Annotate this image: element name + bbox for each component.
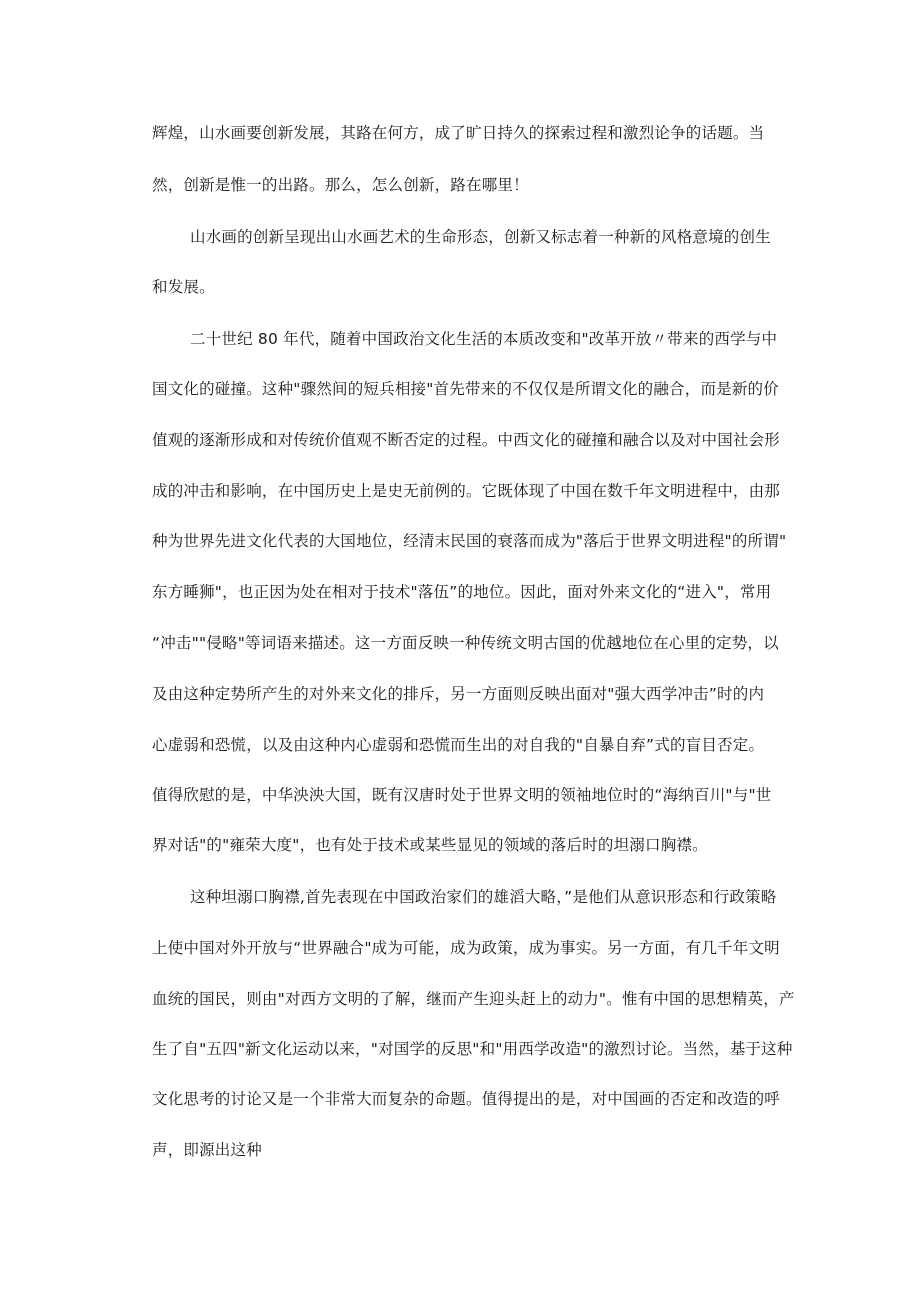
text-line: 辉煌，山水画要创新发展，其路在何方，成了旷日持久的探索过程和激烈论争的话题。当	[152, 124, 765, 142]
text-line: 二十世纪 80 年代，随着中国政治文化生活的本质改变和"改革开放〃带来的西学与中	[190, 330, 778, 348]
text-line: 上使中国对外开放与“世界融合"成为可能，成为政策，成为事实。另一方面，有几千年文明	[152, 939, 780, 957]
text-line: 界对话"的"雍荣大度"，也有处于技术或某些显见的领域的落后时的坦溺口胸襟。	[152, 836, 708, 854]
text-line: 及由这种定势所产生的对外来文化的排斥，另一方面则反映出面对"强大西学冲击”时的内	[152, 685, 765, 703]
text-line: 东方睡狮"，也正因为处在相对于技术"落伍”的地位。因此，面对外来文化的“进入"，常用	[152, 583, 772, 601]
text-line: 文化思考的讨论又是一个非常大而复杂的命题。值得提出的是，对中国画的否定和改造的呼	[152, 1090, 781, 1108]
text-line: 国文化的碰撞。这种"骤然间的短兵相接"首先带来的不仅仅是所谓文化的融合，而是新的价	[152, 380, 779, 398]
text-line: 生了自"五四"新文化运动以来，"对国学的反思"和"用西学改造"的激烈讨论。当然，基于这种	[152, 1040, 793, 1058]
text-line: 种为世界先进文化代表的大国地位，经清末民国的衰落而成为"落后于世界文明进程"的所谓"	[152, 532, 787, 550]
text-line: 值观的逐渐形成和对传统价值观不断否定的过程。中西文化的碰撞和融合以及对中国社会形	[152, 431, 781, 449]
text-line: 这种坦溺口胸襟,首先表现在中国政治家们的雄滔大略，”是他们从意识形态和行政策略	[190, 888, 777, 906]
text-line: 山水画的创新呈现出山水画艺术的生命形态，创新又标志着一种新的风格意境的创生	[190, 228, 771, 246]
text-line: 心虚弱和恐慌，以及由这种内心虚弱和恐慌而生出的对自我的"自暴自弃”式的盲目否定。	[152, 736, 765, 754]
text-line: 成的冲击和影响，在中国历史上是史无前例的。它既体现了中国在数千年文明进程中，由那	[152, 482, 781, 500]
text-line: 值得欣慰的是，中华泱泱大国，既有汉唐时处于世界文明的领袖地位时的“海纳百川"与"世	[152, 786, 772, 804]
text-line: “冲击""侵略"等词语来描述。这一方面反映一种传统文明古国的优越地位在心里的定势，以	[152, 634, 779, 652]
text-line: 然，创新是惟一的出路。那么，怎么创新，路在哪里！	[152, 176, 529, 194]
text-line: 声，即源出这种	[152, 1141, 262, 1159]
text-line: 和发展。	[152, 278, 215, 296]
text-line: 血统的国民，则由"对西方文明的了解，继而产生迎头赶上的动力"。惟有中国的思想精英，产	[152, 990, 795, 1008]
